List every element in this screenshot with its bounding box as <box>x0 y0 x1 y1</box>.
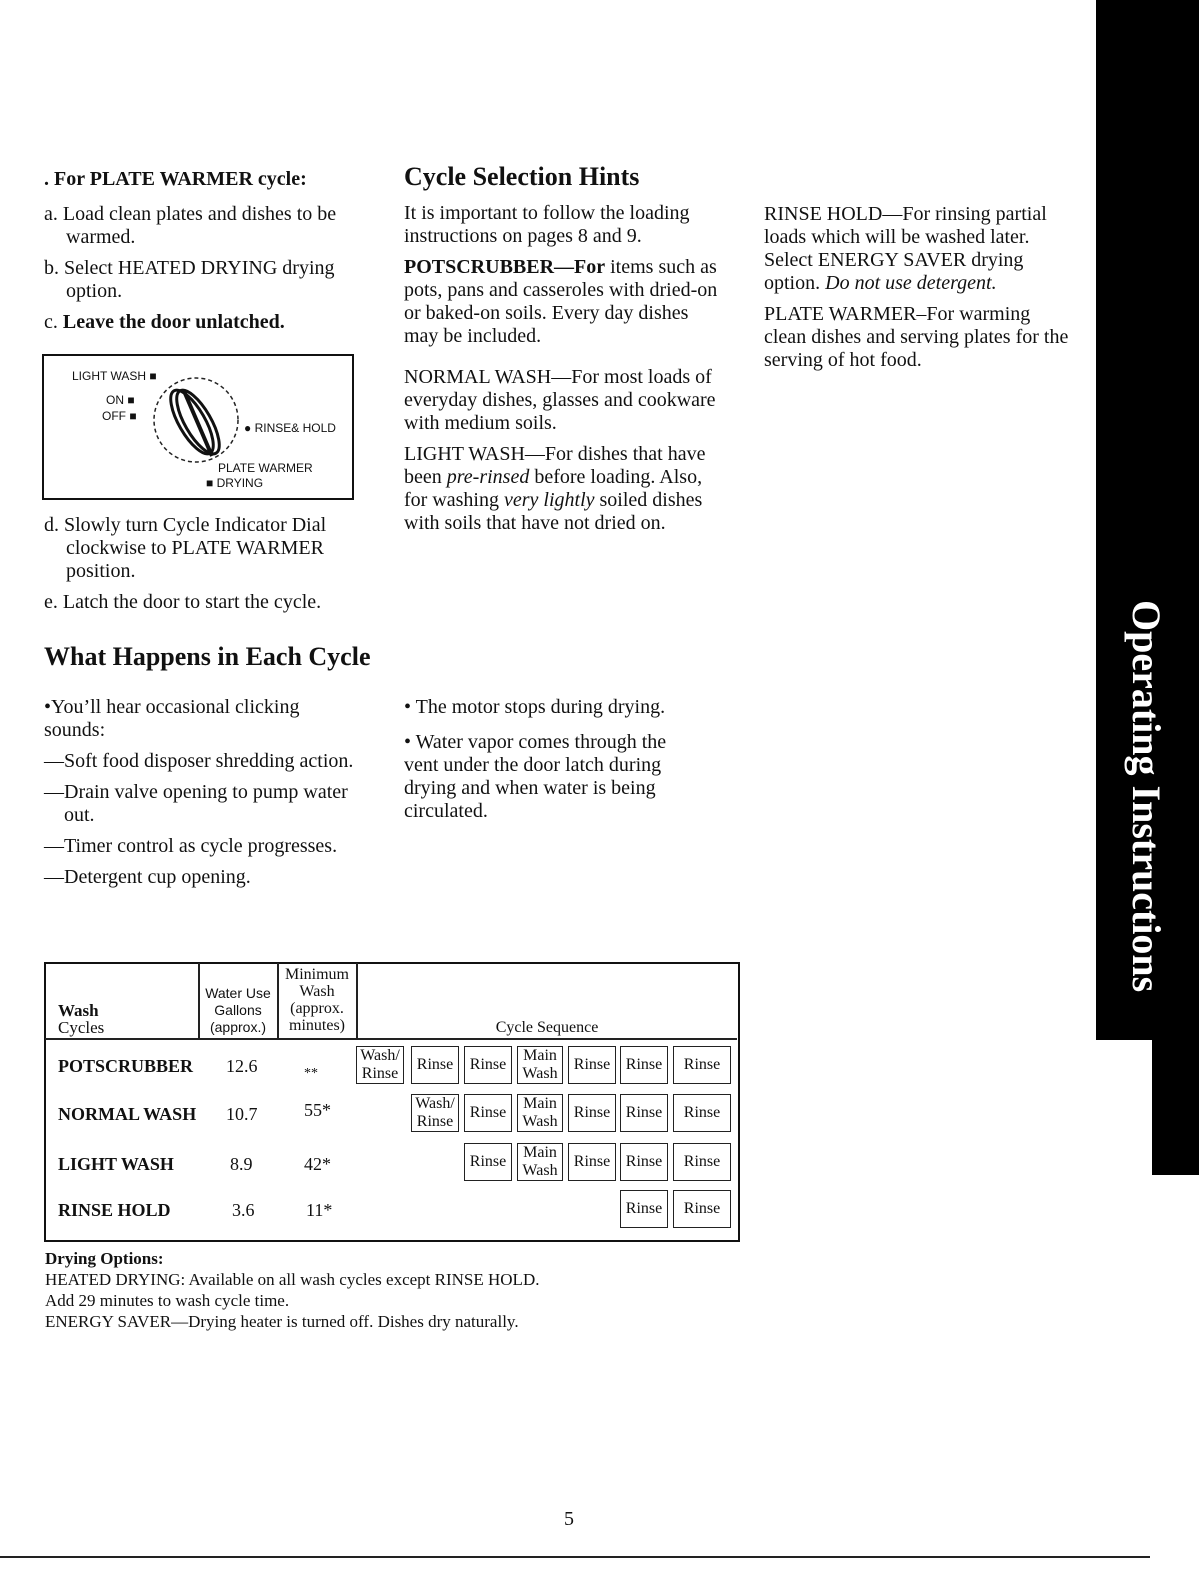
row-potscrubber: POTSCRUBBER <box>58 1056 194 1076</box>
seq-cell: Main Wash <box>517 1094 563 1132</box>
cycle-dial-diagram <box>42 354 354 500</box>
gallons-light-wash: 8.9 <box>230 1154 253 1174</box>
header-minimum-wash: Minimum Wash (approx. minutes) <box>284 966 349 1034</box>
drying-heated: HEATED DRYING: Available on all wash cycles except RINSE HOLD. <box>45 1270 540 1289</box>
each-cycle-right <box>404 696 704 831</box>
header-water-use: Water Use Gallons (approx.) <box>205 985 271 1035</box>
hint-normal-wash: NORMAL WASH—For most loads of everyday dishes, glasses and cookware with medium soils. <box>404 366 716 434</box>
seq-cell: Rinse <box>620 1094 668 1132</box>
each-cycle-left <box>44 696 354 897</box>
disposer-item: —Soft food disposer shredding action. <box>44 750 354 772</box>
plate-warmer-steps-cont <box>44 514 354 622</box>
dial-off: OFF ■ <box>102 409 137 423</box>
seq-cell: Rinse <box>568 1094 616 1132</box>
seq-cell: Rinse <box>620 1190 668 1228</box>
step-d: d. Slowly turn Cycle Indicator Dial clockwise to PLATE WARMER position. <box>44 514 327 582</box>
gallons-normal-wash: 10.7 <box>226 1104 258 1124</box>
step-a: a. Load clean plates and dishes to be warmed. <box>44 203 337 248</box>
vapor-item: • Water vapor comes through the vent under the door latch during drying and when water is being circulated. <box>404 731 667 822</box>
header-wash: Wash Cycles <box>58 1001 105 1037</box>
hint-plate-warmer: PLATE WARMER–For warming clean dishes and serving plates for the serving of hot food. <box>764 303 1069 371</box>
seq-cell: Rinse <box>464 1046 512 1084</box>
drain-item: —Drain valve opening to pump water out. <box>44 781 348 826</box>
footer-rule <box>0 1556 1150 1558</box>
drying-energy-saver: ENERGY SAVER—Drying heater is turned off. Dishes dry naturally. <box>45 1312 519 1331</box>
seq-cell: Rinse <box>673 1143 731 1181</box>
hints-heading: Cycle Selection Hints <box>404 162 640 191</box>
sidebar-tab-edge <box>1152 1040 1199 1175</box>
gallons-potscrubber: 12.6 <box>226 1056 258 1076</box>
dial-plate-warmer: PLATE WARMER <box>218 461 313 475</box>
seq-cell: Rinse <box>464 1143 512 1181</box>
seq-cell: Rinse <box>673 1046 731 1084</box>
seq-cell: Rinse <box>464 1094 512 1132</box>
each-cycle-heading: What Happens in Each Cycle <box>44 642 371 671</box>
dial-drying: ■ DRYING <box>206 476 264 490</box>
minutes-potscrubber: ** <box>304 1066 318 1081</box>
hint-light-wash: LIGHT WASH—For dishes that have been pre-rinsed before loading. Also, for washing very lightly soiled dishes with soils that have not dried on. <box>404 443 706 534</box>
clicking-sounds: •You’ll hear occasional clicking sounds: <box>44 696 300 741</box>
page-number: 5 <box>564 1508 574 1530</box>
minutes-light-wash: 42* <box>304 1154 331 1174</box>
hints-section <box>404 162 719 543</box>
row-light-wash: LIGHT WASH <box>58 1154 174 1174</box>
hints-section-cont <box>764 203 1074 380</box>
drying-heading: Drying Options: <box>45 1249 164 1268</box>
drying-add-time: Add 29 minutes to wash cycle time. <box>45 1291 290 1310</box>
seq-cell: Main Wash <box>517 1143 563 1181</box>
seq-cell: Rinse <box>673 1094 731 1132</box>
seq-cell: Wash/ Rinse <box>411 1094 459 1132</box>
seq-cell: Rinse <box>620 1143 668 1181</box>
dial-on: ON ■ <box>106 393 135 407</box>
gallons-rinse-hold: 3.6 <box>232 1200 255 1220</box>
step-e: e. Latch the door to start the cycle. <box>44 591 322 613</box>
step-c: c. Leave the door unlatched. <box>44 311 285 333</box>
minutes-rinse-hold: 11* <box>306 1200 333 1220</box>
hint-potscrubber: POTSCRUBBER—For items such as pots, pans and casseroles with dried-on or baked-on soils. Every day dishes may be included. <box>404 256 718 347</box>
seq-cell: Rinse <box>673 1190 731 1228</box>
hint-rinse-hold: RINSE HOLD—For rinsing partial loads which will be washed later. Select ENERGY SAVER drying option. Do not use detergent. <box>764 203 1047 294</box>
seq-cell: Wash/ Rinse <box>356 1046 404 1084</box>
plate-warmer-heading: . For PLATE WARMER cycle: <box>44 168 307 190</box>
plate-warmer-section <box>44 168 354 342</box>
seq-cell: Rinse <box>411 1046 459 1084</box>
dial-light-wash: LIGHT WASH ■ <box>72 369 157 383</box>
step-b: b. Select HEATED DRYING drying option. <box>44 257 335 302</box>
seq-cell: Rinse <box>620 1046 668 1084</box>
seq-cell: Rinse <box>568 1143 616 1181</box>
minutes-normal-wash: 55* <box>304 1100 331 1120</box>
drying-options <box>45 1248 539 1332</box>
seq-cell: Main Wash <box>517 1046 563 1084</box>
detergent-item: —Detergent cup opening. <box>44 866 251 888</box>
row-normal-wash: NORMAL WASH <box>58 1104 197 1124</box>
timer-item: —Timer control as cycle progresses. <box>44 835 338 857</box>
sidebar-title: Operating Instructions <box>1124 600 1169 993</box>
header-cycle-sequence: Cycle Sequence <box>495 1019 599 1036</box>
dial-rinse-hold: ● RINSE& HOLD <box>244 421 336 435</box>
motor-item: • The motor stops during drying. <box>404 696 666 718</box>
table-header-rule <box>45 1038 737 1040</box>
row-rinse-hold: RINSE HOLD <box>58 1200 171 1220</box>
hints-intro: It is important to follow the loading instructions on pages 8 and 9. <box>404 202 690 247</box>
seq-cell: Rinse <box>568 1046 616 1084</box>
